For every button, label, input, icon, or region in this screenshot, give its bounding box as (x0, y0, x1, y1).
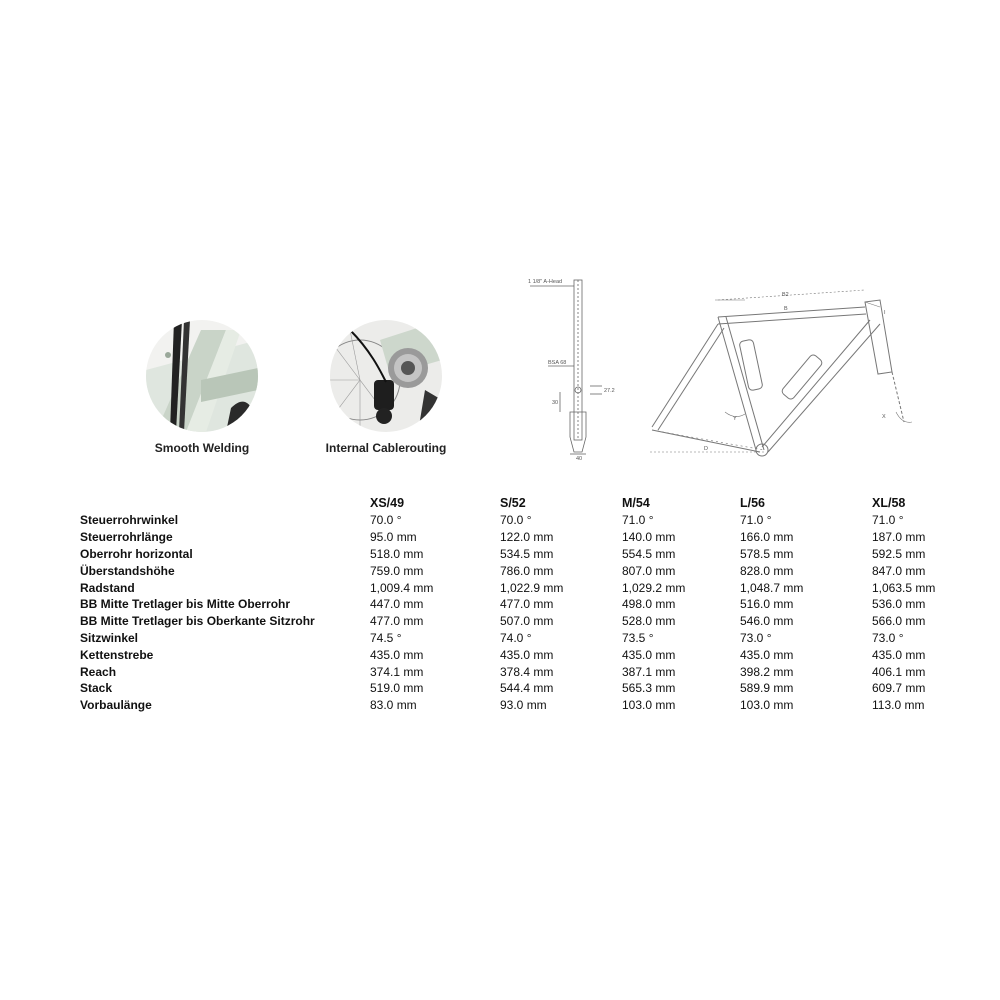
table-cell: 592.5 mm (872, 546, 926, 561)
table-row (80, 646, 972, 663)
table-cell: 74.5 ° (370, 630, 402, 645)
table-cell: 554.5 mm (622, 546, 676, 561)
feature-label: Smooth Welding (154, 441, 250, 455)
table-row (80, 546, 972, 563)
table-cell: 507.0 mm (500, 614, 554, 629)
table-cell: 589.9 mm (740, 681, 794, 696)
dim-y-label: Y (733, 416, 737, 422)
table-cell: 374.1 mm (370, 664, 424, 679)
bb-standard-label: BSA 68 (548, 360, 567, 366)
table-row (80, 613, 972, 630)
table-cell: 759.0 mm (370, 563, 424, 578)
dim-x-label: X (882, 414, 886, 420)
header-size-xl: XL/58 (872, 496, 906, 510)
table-cell: 140.0 mm (622, 530, 676, 545)
table-cell: 477.0 mm (370, 614, 424, 629)
frame-geometry-diagrams (520, 262, 920, 467)
row-label: BB Mitte Tretlager bis Oberkante Sitzrohr (80, 614, 315, 629)
row-label: Stack (80, 681, 113, 696)
header-size-l: L/56 (740, 496, 766, 510)
dim-i-label: I (884, 310, 886, 316)
header-size-xs: XS/49 (370, 496, 405, 510)
row-label: Sitzwinkel (80, 630, 139, 645)
table-cell: 435.0 mm (872, 647, 926, 662)
table-cell: 519.0 mm (370, 681, 424, 696)
table-cell: 1,029.2 mm (622, 580, 686, 595)
table-cell: 536.0 mm (872, 597, 926, 612)
dim-40-label: 40 (576, 456, 583, 462)
table-cell: 609.7 mm (872, 681, 926, 696)
header-empty (80, 494, 370, 512)
table-cell: 516.0 mm (740, 597, 794, 612)
row-label: Steuerrohrwinkel (80, 513, 179, 528)
table-cell: 71.0 ° (740, 513, 772, 528)
feature-smooth-welding (142, 320, 262, 455)
row-label: Steuerrohrlänge (80, 530, 173, 545)
geometry-table (80, 494, 972, 714)
table-cell: 528.0 mm (622, 614, 676, 629)
table-cell: 498.0 mm (622, 597, 676, 612)
table-cell: 477.0 mm (500, 597, 554, 612)
feature-label: Internal Cablerouting (325, 441, 447, 455)
table-row (80, 512, 972, 529)
internal-cablerouting-photo (330, 320, 442, 432)
table-cell: 93.0 mm (500, 698, 547, 713)
table-row (80, 579, 972, 596)
dim-d-label: D (704, 446, 708, 452)
table-cell: 544.4 mm (500, 681, 554, 696)
dim-b2-label: B2 (782, 292, 789, 298)
table-cell: 435.0 mm (622, 647, 676, 662)
table-cell: 828.0 mm (740, 563, 794, 578)
table-cell: 578.5 mm (740, 546, 794, 561)
table-cell: 435.0 mm (370, 647, 424, 662)
row-label: Vorbaulänge (80, 698, 152, 713)
table-cell: 103.0 mm (622, 698, 676, 713)
table-row (80, 663, 972, 680)
table-cell: 435.0 mm (740, 647, 794, 662)
table-cell: 398.2 mm (740, 664, 794, 679)
table-cell: 1,022.9 mm (500, 580, 564, 595)
table-cell: 534.5 mm (500, 546, 554, 561)
table-cell: 73.0 ° (872, 630, 904, 645)
table-cell: 166.0 mm (740, 530, 794, 545)
table-cell: 71.0 ° (622, 513, 654, 528)
row-label: Kettenstrebe (80, 647, 154, 662)
row-label: Überstandshöhe (80, 563, 175, 578)
table-cell: 435.0 mm (500, 647, 554, 662)
headtube-fork-diagram (530, 280, 602, 454)
table-cell: 83.0 mm (370, 698, 417, 713)
table-cell: 566.0 mm (872, 614, 926, 629)
table-cell: 71.0 ° (872, 513, 904, 528)
table-cell: 447.0 mm (370, 597, 424, 612)
row-label: Radstand (80, 580, 135, 595)
header-size-m: M/54 (622, 496, 650, 510)
table-cell: 565.3 mm (622, 681, 676, 696)
table-header-row (80, 494, 972, 512)
dim-27-label: 27.2 (604, 388, 615, 394)
dim-30-label: 30 (552, 400, 559, 406)
row-label: Reach (80, 664, 117, 679)
header-size-s: S/52 (500, 496, 526, 510)
table-row (80, 529, 972, 546)
table-cell: 70.0 ° (500, 513, 532, 528)
table-cell: 1,009.4 mm (370, 580, 434, 595)
table-row (80, 562, 972, 579)
table-row (80, 680, 972, 697)
table-cell: 74.0 ° (500, 630, 532, 645)
table-cell: 73.0 ° (740, 630, 772, 645)
table-row (80, 697, 972, 714)
table-row (80, 630, 972, 647)
table-cell: 70.0 ° (370, 513, 402, 528)
table-row (80, 596, 972, 613)
frame-side-diagram (650, 290, 912, 456)
table-cell: 807.0 mm (622, 563, 676, 578)
table-cell: 518.0 mm (370, 546, 424, 561)
table-cell: 187.0 mm (872, 530, 926, 545)
row-label: Oberrohr horizontal (80, 546, 193, 561)
table-cell: 95.0 mm (370, 530, 417, 545)
geometry-table-body (80, 512, 972, 714)
table-cell: 406.1 mm (872, 664, 926, 679)
table-cell: 1,063.5 mm (872, 580, 936, 595)
row-label: BB Mitte Tretlager bis Mitte Oberrohr (80, 597, 291, 612)
feature-internal-cablerouting (316, 320, 456, 455)
table-cell: 122.0 mm (500, 530, 554, 545)
table-cell: 73.5 ° (622, 630, 654, 645)
smooth-welding-photo (146, 320, 258, 432)
table-cell: 847.0 mm (872, 563, 926, 578)
table-cell: 387.1 mm (622, 664, 676, 679)
table-cell: 103.0 mm (740, 698, 794, 713)
dim-b-label: B (784, 306, 788, 312)
table-cell: 378.4 mm (500, 664, 554, 679)
table-cell: 1,048.7 mm (740, 580, 804, 595)
table-cell: 786.0 mm (500, 563, 554, 578)
table-cell: 546.0 mm (740, 614, 794, 629)
table-cell: 113.0 mm (872, 698, 925, 713)
headset-label: 1 1/8" A-Head (528, 279, 563, 285)
